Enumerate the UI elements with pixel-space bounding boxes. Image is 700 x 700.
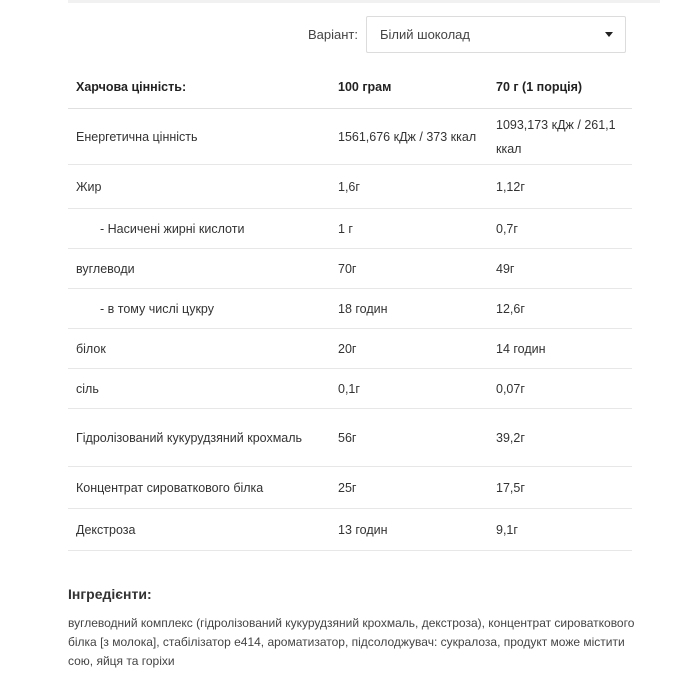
nutrition-header-row — [68, 66, 632, 109]
value-per-100g: 20г — [330, 329, 488, 369]
value-per-serving: 12,6г — [488, 289, 632, 329]
nutrient-name: вуглеводи — [68, 249, 330, 289]
ingredients-title: Інгредієнти: — [68, 586, 152, 602]
header-nutrient: Харчова цінність: — [68, 66, 330, 109]
nutrition-table — [68, 66, 632, 551]
nutrient-name: сіль — [68, 369, 330, 409]
nutrition-row — [68, 409, 632, 467]
header-per-100g: 100 грам — [330, 66, 488, 109]
value-per-100g: 1,6г — [330, 165, 488, 209]
nutrition-row — [68, 209, 632, 249]
chevron-down-icon — [605, 32, 613, 37]
value-per-serving: 17,5г — [488, 467, 632, 509]
value-per-serving: 9,1г — [488, 509, 632, 551]
nutrient-name: - в тому числі цукру — [68, 289, 330, 329]
nutrient-name: Енергетична цінність — [68, 109, 330, 165]
value-per-serving: 39,2г — [488, 409, 632, 467]
ingredients-text: вуглеводний комплекс (гідролізований кукурудзяний крохмаль, декстроза), концентрат сироваткового білка [з молока], стабілізатор е414, ароматизатор, підсолоджувач: сукралоза, продукт може містити сою, яйця та горіхи — [68, 616, 635, 668]
value-per-100g: 18 годин — [330, 289, 488, 329]
nutrient-name: Концентрат сироваткового білка — [68, 467, 330, 509]
value-per-100g: 70г — [330, 249, 488, 289]
header-per-serving: 70 г (1 порція) — [488, 66, 632, 109]
value-per-serving: 49г — [488, 249, 632, 289]
nutrient-name: - Насичені жирні кислоти — [68, 209, 330, 249]
nutrition-row — [68, 369, 632, 409]
value-per-100g: 56г — [330, 409, 488, 467]
nutrient-name: білок — [68, 329, 330, 369]
variant-selector-row — [308, 16, 626, 53]
value-per-serving: 14 годин — [488, 329, 632, 369]
nutrition-row — [68, 509, 632, 551]
nutrient-name: Жир — [68, 165, 330, 209]
value-per-serving: 1,12г — [488, 165, 632, 209]
nutrition-row — [68, 467, 632, 509]
nutrition-row — [68, 329, 632, 369]
nutrition-row — [68, 249, 632, 289]
value-per-100g: 0,1г — [330, 369, 488, 409]
value-per-100g: 13 годин — [330, 509, 488, 551]
variant-select[interactable] — [366, 16, 626, 53]
variant-selected-value: Білий шоколад — [380, 27, 470, 42]
nutrition-row — [68, 289, 632, 329]
value-per-serving: 1093,173 кДж / 261,1 ккал — [488, 109, 632, 165]
ingredients-section — [68, 586, 638, 671]
nutrient-name: Декстроза — [68, 509, 330, 551]
value-per-serving: 0,7г — [488, 209, 632, 249]
value-per-serving: 0,07г — [488, 369, 632, 409]
nutrient-name: Гідролізований кукурудзяний крохмаль — [68, 409, 330, 467]
variant-label: Варіант: — [308, 27, 358, 42]
nutrition-row — [68, 109, 632, 165]
top-divider — [68, 0, 660, 3]
nutrition-row — [68, 165, 632, 209]
value-per-100g: 25г — [330, 467, 488, 509]
value-per-100g: 1561,676 кДж / 373 ккал — [330, 109, 488, 165]
value-per-100g: 1 г — [330, 209, 488, 249]
